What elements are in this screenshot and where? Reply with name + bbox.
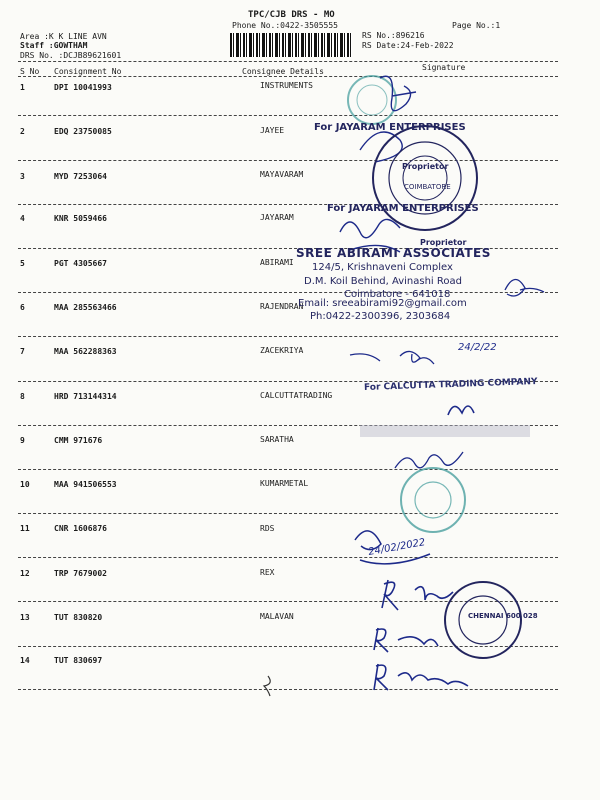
row-consignment: CNR 1606876 bbox=[54, 524, 107, 533]
row-sno: 5 bbox=[20, 259, 25, 268]
row-consignment: CMM 971676 bbox=[54, 436, 103, 445]
drs-number: DRS No. :DCJB89621601 bbox=[20, 51, 122, 60]
stamp-abirami-phone: Ph:0422-2300396, 2303684 bbox=[310, 311, 451, 322]
row-consignee: REX bbox=[260, 568, 275, 577]
signature-4 bbox=[350, 351, 434, 364]
stamp-abirami-name: SREE ABIRAMI ASSOCIATES bbox=[296, 246, 491, 260]
tick-mark bbox=[264, 676, 270, 696]
row-consignee: SARATHA bbox=[260, 435, 294, 444]
row-sno: 13 bbox=[20, 613, 30, 622]
row-consignment: EDQ 23750085 bbox=[54, 127, 112, 136]
row-sno: 10 bbox=[20, 480, 30, 489]
row-sno: 12 bbox=[20, 569, 30, 578]
row-consignment: MAA 941506553 bbox=[54, 480, 117, 489]
rs-date: RS Date:24-Feb-2022 bbox=[362, 41, 454, 50]
signature-10 bbox=[374, 664, 468, 690]
row-consignment: TRP 7679002 bbox=[54, 569, 107, 578]
drs-title: TPC/CJB DRS - MO bbox=[248, 10, 335, 20]
phone-number: Phone No.:0422-3505555 bbox=[232, 21, 338, 30]
round-stamp-teal bbox=[348, 76, 396, 124]
signature-6 bbox=[395, 452, 463, 468]
row-consignee: ZACEKRIYA bbox=[260, 346, 304, 355]
row-sno: 6 bbox=[20, 303, 25, 312]
row-sno: 7 bbox=[20, 347, 25, 356]
stamp-abirami-line2: D.M. Koil Behind, Avinashi Road bbox=[304, 276, 462, 287]
row-consignment: MYD 7253064 bbox=[54, 172, 107, 181]
col-consignment: Consignment No bbox=[54, 67, 122, 76]
stamp-abirami-line1: 124/5, Krishnaveni Complex bbox=[312, 262, 453, 273]
row-sno: 1 bbox=[20, 83, 25, 92]
row-sno: 9 bbox=[20, 436, 25, 445]
area-field: Area :K K LINE AVN bbox=[20, 32, 107, 41]
signature-3 bbox=[505, 279, 544, 296]
row-consignment: TUT 830697 bbox=[54, 656, 103, 665]
row-consignee: MALAVAN bbox=[260, 612, 294, 621]
row-sno: 14 bbox=[20, 656, 30, 665]
round-stamp-teal-2 bbox=[401, 468, 465, 532]
row-consignment: TUT 830820 bbox=[54, 613, 103, 622]
row-consignee: JAYEE bbox=[260, 126, 285, 135]
row-sno: 4 bbox=[20, 214, 25, 223]
row-consignee: ABIRAMI bbox=[260, 258, 294, 267]
row-consignee: INSTRUMENTS bbox=[260, 81, 313, 90]
row-consignee: RDS bbox=[260, 524, 275, 533]
row-consignee: MAYAVARAM bbox=[260, 170, 304, 179]
stamp-abirami-email: Email: sreeabirami92@gmail.com bbox=[298, 298, 467, 309]
signature-9 bbox=[374, 628, 438, 652]
row-sno: 11 bbox=[20, 524, 30, 533]
col-sno: S No bbox=[20, 67, 40, 76]
stamp-calcutta: For CALCUTTA TRADING COMPANY bbox=[363, 376, 538, 394]
row-consignee: JAYARAM bbox=[260, 213, 294, 222]
faded-stamp bbox=[360, 425, 530, 437]
row-consignment: HRD 713144314 bbox=[54, 392, 117, 401]
row-sno: 3 bbox=[20, 172, 25, 181]
handwritten-date-2: 24/02/2022 bbox=[367, 537, 427, 558]
stamp-jayaram-1: For JAYARAM ENTERPRISES bbox=[314, 122, 466, 133]
row-consignment: KNR 5059466 bbox=[54, 214, 107, 223]
col-signature: Signature bbox=[422, 63, 466, 72]
signature-8 bbox=[382, 580, 453, 610]
stamp-proprietor-2: Proprietor bbox=[420, 238, 467, 247]
row-consignee: RAJENDRAN bbox=[260, 302, 304, 311]
handwritten-date-1: 24/2/22 bbox=[458, 342, 497, 353]
signature-5 bbox=[448, 406, 474, 415]
col-consignee: Consignee Details bbox=[242, 67, 324, 76]
page-number: Page No.:1 bbox=[452, 21, 501, 30]
stamp-proprietor-1: Proprietor bbox=[402, 162, 449, 171]
stamp-jayaram-2: For JAYARAM ENTERPRISES bbox=[327, 203, 479, 214]
row-consignment: MAA 285563466 bbox=[54, 303, 117, 312]
row-consignment: DPI 10041993 bbox=[54, 83, 112, 92]
row-consignee: KUMARMETAL bbox=[260, 479, 309, 488]
row-sno: 2 bbox=[20, 127, 25, 136]
row-consignment: PGT 4305667 bbox=[54, 259, 107, 268]
row-consignee: CALCUTTATRADING bbox=[260, 391, 333, 400]
round-stamp-ebis bbox=[445, 582, 521, 658]
row-consignment: MAA 562288363 bbox=[54, 347, 117, 356]
rs-number: RS No.:896216 bbox=[362, 31, 425, 40]
stamp-chit-center: COIMBATORE bbox=[404, 183, 451, 191]
row-sno: 8 bbox=[20, 392, 25, 401]
round-stamp-chit-corporation bbox=[373, 126, 477, 230]
staff-field: Staff :GOWTHAM bbox=[20, 41, 88, 50]
stamp-abirami-line3: Coimbatore - 641018 bbox=[344, 289, 451, 300]
stamp-ebis-center: CHENNAI 600 028 bbox=[468, 612, 538, 620]
